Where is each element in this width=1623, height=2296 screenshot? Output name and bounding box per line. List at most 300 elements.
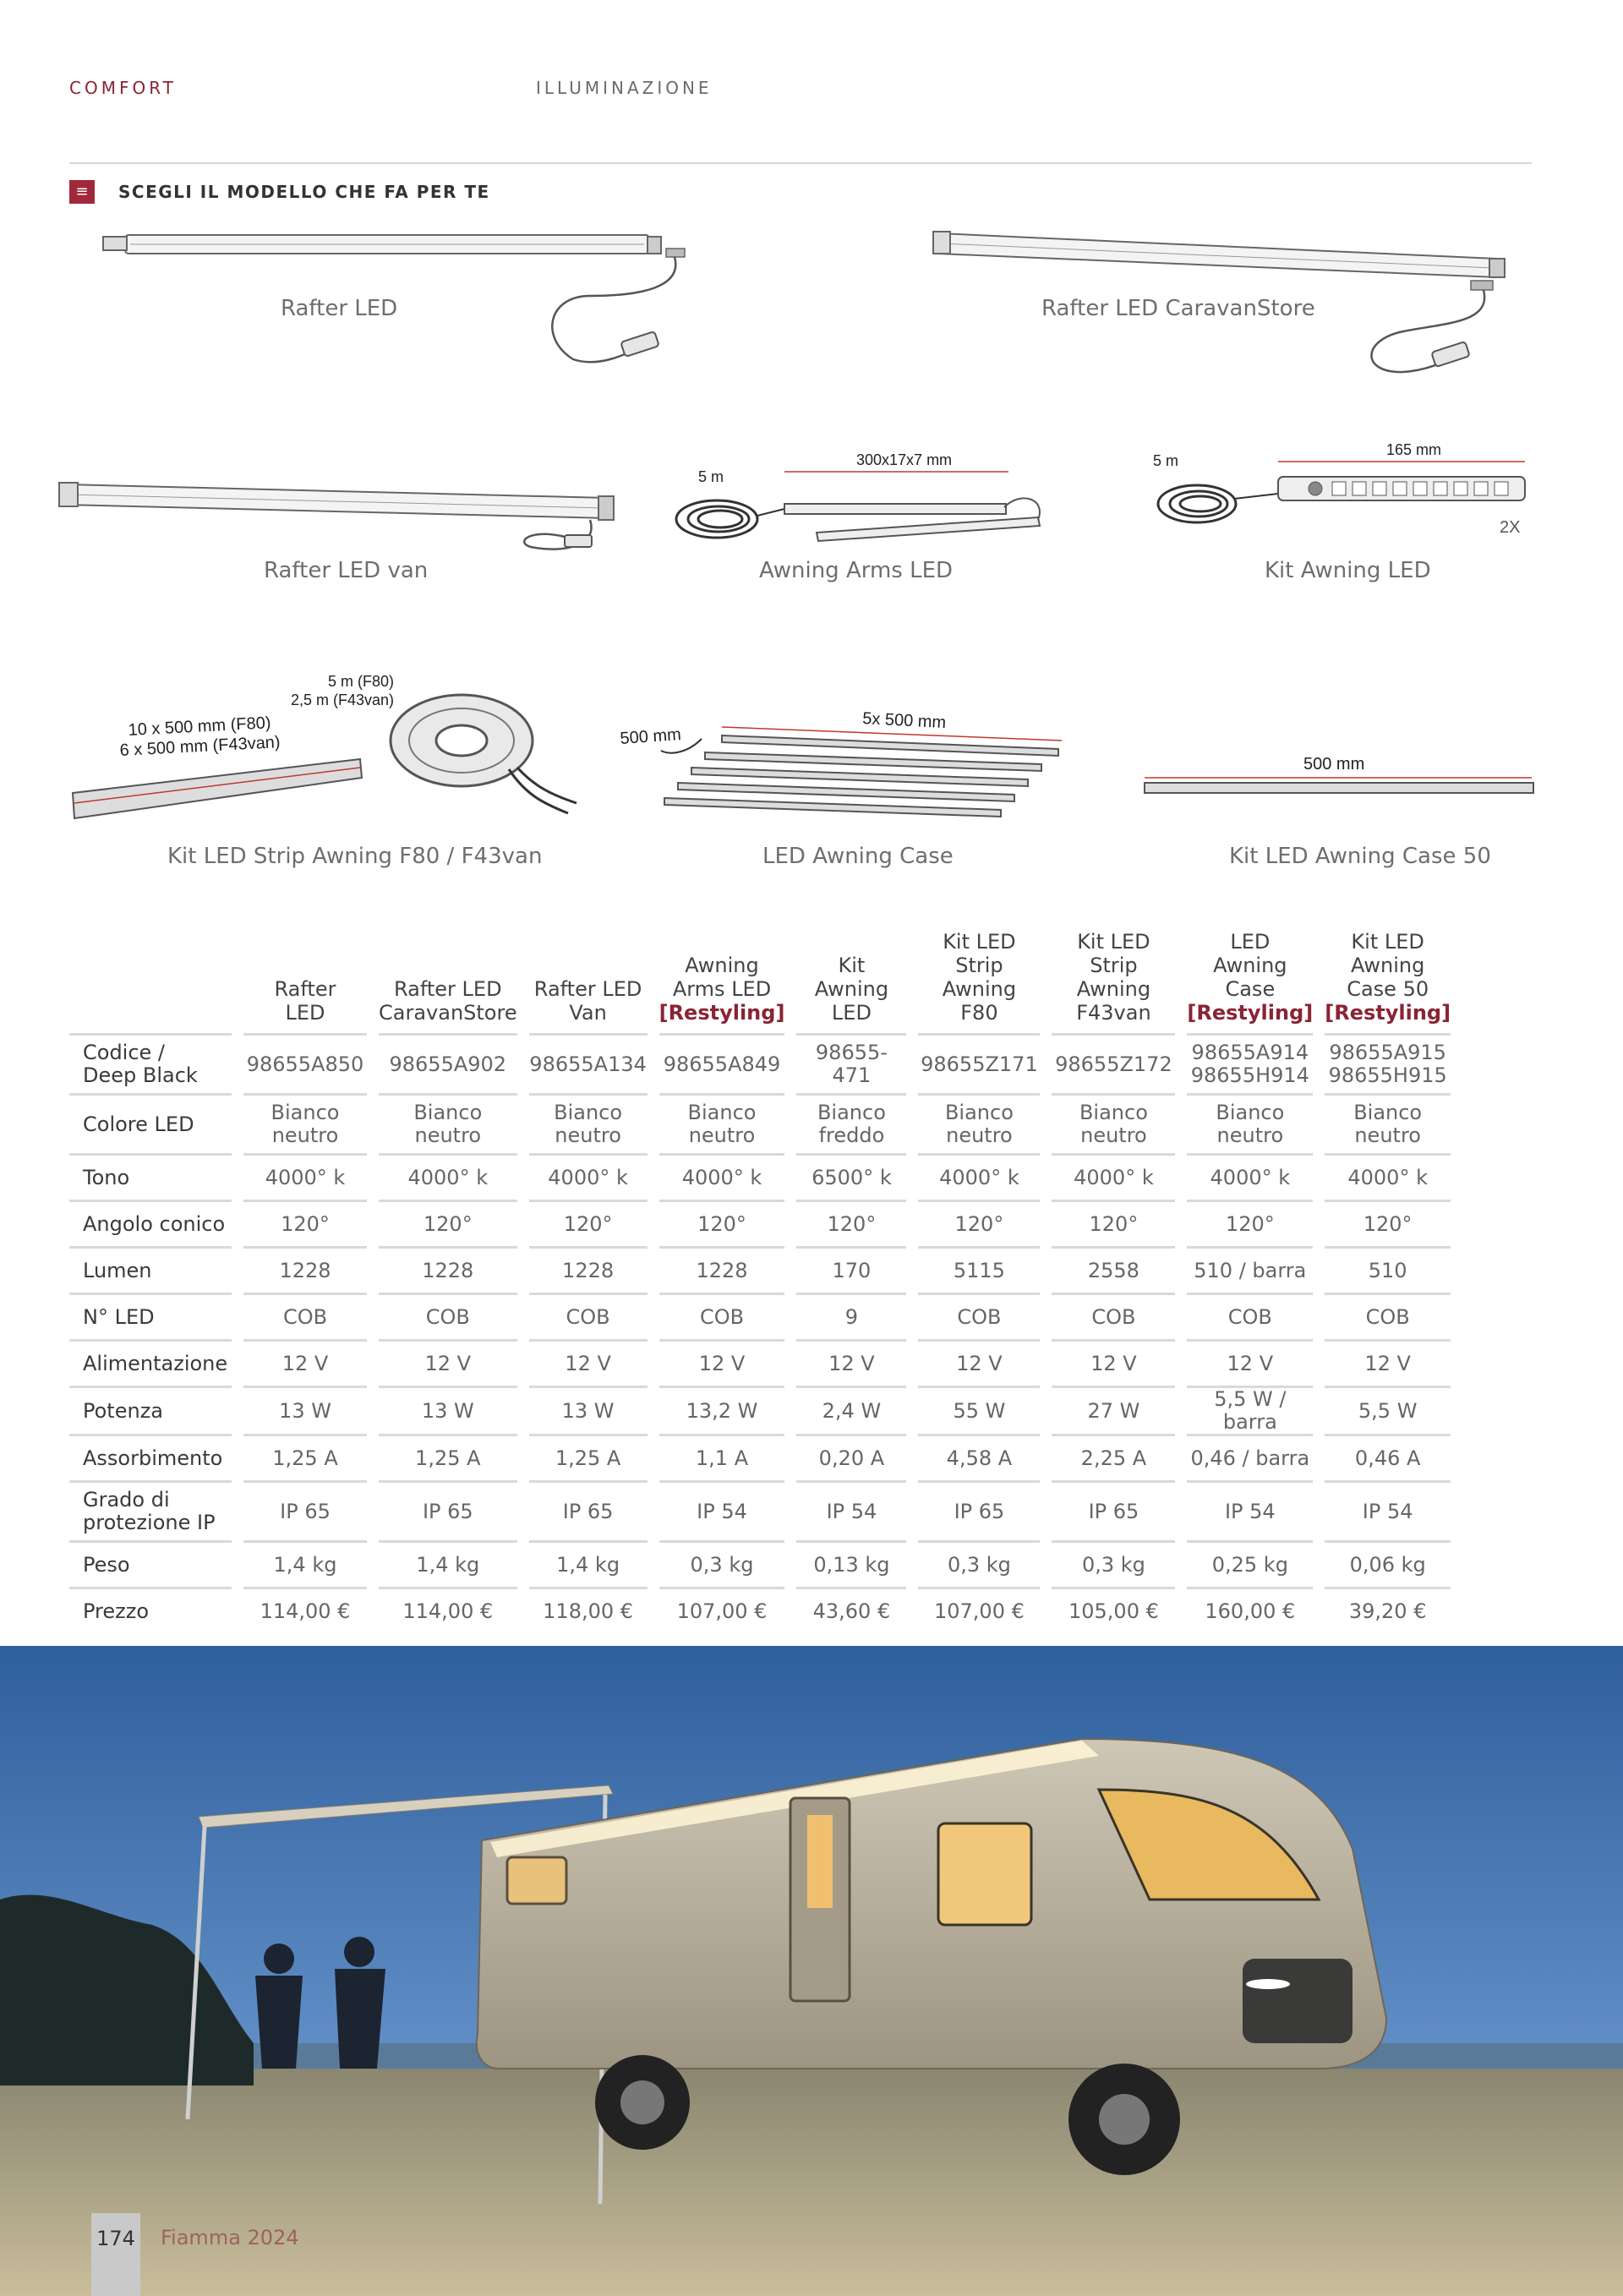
table-cell-line: IP 65 (562, 1499, 614, 1523)
table-cell (659, 1200, 785, 1246)
table-cell (1325, 1200, 1451, 1246)
section-header-illuminazione: ILLUMINAZIONE (536, 78, 713, 98)
table-cell-line: 5,5 W / barra (1214, 1387, 1287, 1434)
table-cell-line: neutro (688, 1123, 756, 1147)
row-label-line: Colore LED (83, 1112, 194, 1136)
table-cell (1052, 1540, 1175, 1587)
table-cell (659, 1480, 785, 1540)
table-cell (529, 1246, 648, 1293)
table-cell (1325, 1153, 1451, 1200)
table-cell-line: 6500° k (812, 1165, 892, 1189)
table-cell (918, 1033, 1040, 1093)
table-cell-line: neutro (1216, 1123, 1284, 1147)
table-header-line: Awning (1213, 954, 1287, 977)
table-cell (796, 1540, 906, 1587)
table-cell (243, 1480, 367, 1540)
table-cell-line: 107,00 € (933, 1599, 1025, 1623)
table-cell (1187, 1093, 1313, 1153)
table-cell-line: 120° (1089, 1211, 1139, 1236)
table-cell-line: neutro (271, 1123, 339, 1147)
table-cell-line: 4000° k (1347, 1165, 1428, 1189)
kit-strip-dim2-label: 6 x 500 mm (F43van) (119, 733, 281, 760)
table-cell (243, 1293, 367, 1339)
table-header-line: Rafter LED (394, 977, 502, 1001)
table-cell-line: 5,5 W (1358, 1398, 1418, 1423)
table-cell-line: 13 W (421, 1398, 474, 1423)
table-cell (243, 1246, 367, 1293)
table-cell (243, 1093, 367, 1153)
table-cell (918, 1587, 1040, 1633)
table-cell-line: 1,25 A (272, 1446, 338, 1470)
footer-brand: Fiamma 2024 (161, 2226, 299, 2250)
table-cell-line: 510 / barra (1194, 1258, 1307, 1282)
table-cell (918, 1246, 1040, 1293)
row-label (69, 1200, 232, 1246)
page-number: 174 (91, 2213, 140, 2296)
table-cell (379, 1093, 517, 1153)
led-awning-case-illustration (620, 702, 1068, 828)
table-cell-line: 1,4 kg (273, 1552, 337, 1577)
row-label-line: Lumen (83, 1258, 152, 1282)
product-kit-led-awning-case-50 (1141, 751, 1538, 810)
row-label-line: Angolo conico (83, 1211, 226, 1236)
table-cell (379, 1540, 517, 1587)
caption-kit-led-awning-case-50: Kit LED Awning Case 50 (1229, 844, 1491, 869)
table-header-cell (379, 925, 517, 1033)
row-label (69, 1386, 232, 1434)
table-cell-line: 4000° k (939, 1165, 1019, 1189)
table-cell (659, 1093, 785, 1153)
table-cell (659, 1293, 785, 1339)
kit-awning-qty-label: 2X (1500, 518, 1521, 537)
table-cell-line: IP 65 (422, 1499, 473, 1523)
row-label-line: Potenza (83, 1398, 163, 1423)
kit-led-strip-illustration (69, 668, 593, 828)
table-cell (918, 1386, 1040, 1434)
table-row (69, 1587, 1451, 1633)
table-cell (1187, 1339, 1313, 1386)
row-label-line: N° LED (83, 1304, 155, 1329)
table-cell-line: 114,00 € (260, 1599, 351, 1623)
table-cell-line: IP 65 (1088, 1499, 1139, 1523)
table-cell (1187, 1246, 1313, 1293)
table-cell-line: 9 (844, 1304, 859, 1329)
table-cell-line: Bianco (413, 1101, 483, 1124)
table-cell (1052, 1293, 1175, 1339)
table-cell-line: Bianco (944, 1101, 1014, 1124)
table-cell (918, 1200, 1040, 1246)
table-cell-line: 39,20 € (1348, 1599, 1427, 1623)
table-cell-line: COB (566, 1304, 610, 1329)
table-cell-line: 118,00 € (543, 1599, 634, 1623)
table-row (69, 1480, 1451, 1540)
row-label (69, 1153, 232, 1200)
table-cell (659, 1246, 785, 1293)
table-cell (379, 1200, 517, 1246)
table-header-line: Awning (942, 977, 1017, 1001)
table-cell-line: 0,20 A (818, 1446, 885, 1470)
product-rafter-led-van (57, 478, 624, 571)
table-row (69, 1434, 1451, 1480)
table-cell-line: 98655Z172 (1055, 1052, 1172, 1076)
table-cell (918, 1480, 1040, 1540)
table-header-line: Awning (685, 954, 759, 977)
table-cell-line: freddo (818, 1123, 885, 1147)
table-header-cell (659, 925, 785, 1033)
table-cell-line: IP 54 (1224, 1499, 1276, 1523)
table-cell-line: COB (1365, 1304, 1410, 1329)
table-cell-line: 43,60 € (812, 1599, 891, 1623)
awning-arms-led-illustration (666, 448, 1055, 549)
caption-rafter-led-caravanstore: Rafter LED CaravanStore (1041, 296, 1315, 321)
table-cell-line: 55 W (953, 1398, 1006, 1423)
table-cell (796, 1587, 906, 1633)
section-header-comfort: COMFORT (69, 78, 177, 98)
table-cell (243, 1339, 367, 1386)
table-header-line: Van (569, 1001, 607, 1025)
table-cell (659, 1540, 785, 1587)
row-label-line: Assorbimento (83, 1446, 223, 1470)
table-header-line: Rafter (274, 977, 336, 1001)
table-cell (379, 1386, 517, 1434)
table-cell-line: 4,58 A (946, 1446, 1013, 1470)
table-cell (529, 1339, 648, 1386)
table-cell-line: 0,46 A (1354, 1446, 1421, 1470)
table-cell (1052, 1339, 1175, 1386)
table-cell (529, 1434, 648, 1480)
table-cell-line: 120° (697, 1211, 746, 1236)
table-cell-line: 114,00 € (402, 1599, 494, 1623)
table-header-line: LED (1230, 930, 1271, 954)
table-cell (1187, 1540, 1313, 1587)
table-cell (243, 1033, 367, 1093)
table-cell-line: 120° (1225, 1211, 1275, 1236)
table-cell (1325, 1033, 1451, 1093)
table-cell-line: 98655-471 (815, 1041, 888, 1087)
table-cell-line: 4000° k (548, 1165, 628, 1189)
rafter-led-van-illustration (57, 478, 624, 571)
table-cell-line: COB (282, 1304, 328, 1329)
table-header-line: F43van (1076, 1001, 1151, 1025)
row-label (69, 1033, 232, 1093)
row-label (69, 1246, 232, 1293)
table-cell-line: neutro (1354, 1123, 1421, 1147)
table-header-line: Rafter LED (533, 977, 642, 1001)
table-cell-line: 13,2 W (686, 1398, 758, 1423)
table-header-line: CaravanStore (379, 1001, 517, 1025)
table-cell-line: 12 V (1090, 1351, 1137, 1375)
table-cell-line: COB (699, 1304, 745, 1329)
table-header-line: LED (831, 1001, 872, 1025)
table-cell (243, 1587, 367, 1633)
table-cell-line: 98655H914 (1190, 1063, 1309, 1087)
caption-led-awning-case: LED Awning Case (762, 844, 954, 869)
table-cell (379, 1434, 517, 1480)
table-cell (918, 1540, 1040, 1587)
restyling-badge: [Restyling] (1187, 1001, 1314, 1025)
table-header-line: Strip (1090, 954, 1138, 977)
table-cell-line: Bianco (817, 1101, 886, 1124)
table-cell (379, 1587, 517, 1633)
table-header-cell (243, 925, 367, 1033)
spec-table (57, 925, 1462, 1633)
table-cell-line: 1,4 kg (556, 1552, 620, 1577)
table-cell-line: 2,25 A (1080, 1446, 1147, 1470)
table-cell (1325, 1480, 1451, 1540)
case-dim-label: 5x 500 mm (861, 709, 947, 733)
row-label-line: Peso (83, 1552, 130, 1577)
kit-led-awning-case-50-illustration (1141, 751, 1538, 810)
product-kit-awning-led (1146, 436, 1535, 546)
table-cell-line: 12 V (1227, 1351, 1274, 1375)
kit-strip-roll1-label: 5 m (F80) (328, 673, 395, 690)
table-header-cell (1187, 925, 1313, 1033)
table-cell-line: 1,1 A (695, 1446, 749, 1470)
table-cell (659, 1153, 785, 1200)
table-cell-line: COB (957, 1304, 1002, 1329)
table-cell-line: 105,00 € (1068, 1599, 1159, 1623)
table-cell (1052, 1200, 1175, 1246)
table-cell-line: 1228 (279, 1258, 331, 1282)
row-label-line: Codice / (83, 1041, 166, 1064)
table-cell (796, 1200, 906, 1246)
table-cell (796, 1480, 906, 1540)
table-cell-line: 12 V (1364, 1351, 1411, 1375)
table-cell-line: Bianco (1216, 1101, 1285, 1124)
table-cell-line: 1,25 A (415, 1446, 481, 1470)
table-cell-line: Bianco (270, 1101, 340, 1124)
table-cell (1052, 1434, 1175, 1480)
table-cell (243, 1200, 367, 1246)
table-cell (1187, 1480, 1313, 1540)
table-header-line: Arms LED (672, 977, 772, 1001)
header-divider (69, 162, 1532, 164)
case-len-label: 500 mm (619, 725, 682, 748)
table-cell (529, 1093, 648, 1153)
table-cell (529, 1293, 648, 1339)
kit-strip-dim1-label: 10 x 500 mm (F80) (128, 713, 271, 740)
table-row (69, 1246, 1451, 1293)
table-cell-line: 1228 (422, 1258, 474, 1282)
awning-arms-dim-label: 300x17x7 mm (856, 451, 953, 468)
table-cell (796, 1293, 906, 1339)
table-cell (243, 1153, 367, 1200)
table-cell-line: 13 W (561, 1398, 615, 1423)
table-header-cell (796, 925, 906, 1033)
row-label-line: Tono (83, 1165, 130, 1189)
table-row (69, 1153, 1451, 1200)
table-header-line: Kit LED (1077, 930, 1150, 954)
table-cell-line: 0,3 kg (1081, 1552, 1145, 1577)
kit-awning-len-label: 5 m (1153, 452, 1179, 469)
table-header-cell (1325, 925, 1451, 1033)
table-cell-line: 98655Z171 (921, 1052, 1038, 1076)
table-cell (1325, 1093, 1451, 1153)
caption-kit-awning-led: Kit Awning LED (1265, 558, 1431, 583)
table-cell (379, 1153, 517, 1200)
caption-awning-arms-led: Awning Arms LED (759, 558, 954, 583)
restyling-badge: [Restyling] (658, 1001, 785, 1025)
table-cell (918, 1434, 1040, 1480)
table-cell-line: Bianco (554, 1101, 623, 1124)
kit-strip-roll2-label: 2,5 m (F43van) (291, 692, 395, 708)
table-cell (1187, 1386, 1313, 1434)
table-cell-line: 12 V (698, 1351, 746, 1375)
table-cell (1052, 1033, 1175, 1093)
table-header-line: Awning (1350, 954, 1425, 977)
table-cell (243, 1434, 367, 1480)
table-cell (379, 1246, 517, 1293)
table-cell (1187, 1153, 1313, 1200)
table-header-line: Awning (1076, 977, 1151, 1001)
table-cell-line: 1,4 kg (416, 1552, 480, 1577)
table-cell-line: 160,00 € (1205, 1599, 1296, 1623)
table-cell (529, 1386, 648, 1434)
table-cell (918, 1093, 1040, 1153)
table-header-line: Kit (838, 954, 866, 977)
table-cell (379, 1480, 517, 1540)
table-cell (379, 1293, 517, 1339)
table-cell-line: 1228 (696, 1258, 748, 1282)
table-cell-line: 98655A914 (1191, 1041, 1309, 1064)
table-cell-line: 98655A915 (1329, 1041, 1446, 1064)
table-cell (796, 1339, 906, 1386)
table-cell-line: 12 V (828, 1351, 875, 1375)
table-cell-line: COB (1091, 1304, 1136, 1329)
kit-awning-led-illustration (1146, 436, 1535, 546)
table-row (69, 1339, 1451, 1386)
row-label (69, 1434, 232, 1480)
table-cell-line: 12 V (565, 1351, 611, 1375)
table-cell-line: IP 54 (697, 1499, 747, 1523)
table-cell (659, 1587, 785, 1633)
table-cell (529, 1033, 648, 1093)
table-cell-line: 0,25 kg (1211, 1552, 1288, 1577)
caption-rafter-led: Rafter LED (281, 296, 398, 321)
row-label-line: protezione IP (83, 1511, 216, 1534)
table-cell-line: 2,4 W (822, 1398, 882, 1423)
table-cell (529, 1153, 648, 1200)
table-cell (243, 1386, 367, 1434)
table-cell-line: 98655A849 (663, 1052, 781, 1076)
table-cell (918, 1153, 1040, 1200)
row-label-line: Prezzo (83, 1599, 150, 1623)
row-label-line: Grado di (83, 1488, 170, 1512)
table-row (69, 1093, 1451, 1153)
product-led-awning-case (620, 702, 1068, 828)
product-kit-led-strip-awning (69, 668, 593, 828)
table-header-line: F80 (960, 1001, 998, 1025)
table-cell-line: 27 W (1087, 1398, 1140, 1423)
table-cell-line: 120° (1363, 1211, 1413, 1236)
table-cell-line: IP 65 (280, 1499, 331, 1523)
table-cell (659, 1339, 785, 1386)
table-header-cell (1052, 925, 1175, 1033)
table-cell (1052, 1480, 1175, 1540)
table-cell-line: 0,13 kg (813, 1552, 890, 1577)
table-cell (796, 1386, 906, 1434)
table-row (69, 1293, 1451, 1339)
section-title-block (69, 180, 490, 204)
table-header-line: Strip (955, 954, 1003, 977)
table-cell-line: 120° (423, 1211, 473, 1236)
table-header-row (69, 925, 1451, 1033)
row-label (69, 1480, 232, 1540)
table-cell (796, 1033, 906, 1093)
table-cell-line: 120° (281, 1211, 330, 1236)
table-cell-line: 12 V (281, 1351, 329, 1375)
table-cell (796, 1093, 906, 1153)
table-cell (659, 1033, 785, 1093)
table-header-cell (918, 925, 1040, 1033)
table-cell-line: IP 65 (954, 1499, 1005, 1523)
motorhome-scene-illustration (0, 1646, 1623, 2296)
table-cell-line: 12 V (424, 1351, 472, 1375)
table-cell-line: Bianco (1079, 1101, 1148, 1124)
table-cell (796, 1246, 906, 1293)
table-cell (1325, 1434, 1451, 1480)
table-cell-line: 120° (827, 1211, 877, 1236)
table-cell-line: 4000° k (407, 1165, 489, 1189)
row-label (69, 1540, 232, 1587)
table-cell-line: 107,00 € (676, 1599, 768, 1623)
caption-kit-led-strip-awning: Kit LED Strip Awning F80 / F43van (167, 844, 543, 869)
table-cell-line: 0,06 kg (1349, 1552, 1426, 1577)
table-cell (1325, 1339, 1451, 1386)
case50-dim-label: 500 mm (1303, 755, 1365, 774)
table-header-line: LED (285, 1001, 325, 1025)
table-header-line: Kit LED (1351, 930, 1424, 954)
table-cell-line: 98655A850 (246, 1052, 364, 1076)
table-cell-line: neutro (555, 1123, 621, 1147)
table-cell (529, 1587, 648, 1633)
table-cell (1187, 1587, 1313, 1633)
table-cell (1187, 1434, 1313, 1480)
table-cell (529, 1200, 648, 1246)
row-label (69, 1093, 232, 1153)
table-cell-line: 5115 (953, 1258, 1005, 1282)
table-cell (1052, 1093, 1175, 1153)
table-header-line: Case (1225, 977, 1276, 1001)
table-cell-line: IP 54 (1362, 1499, 1413, 1523)
table-cell (243, 1540, 367, 1587)
table-cell-line: 170 (832, 1258, 872, 1282)
table-cell (796, 1153, 906, 1200)
table-cell-line: neutro (946, 1123, 1013, 1147)
table-cell-line: 1,25 A (555, 1446, 621, 1470)
table-cell-line: Bianco (687, 1101, 757, 1124)
table-cell (918, 1293, 1040, 1339)
table-row (69, 1540, 1451, 1587)
table-cell (1187, 1293, 1313, 1339)
table-cell-line: 98655A134 (529, 1052, 647, 1076)
table-cell (529, 1480, 648, 1540)
table-cell (918, 1339, 1040, 1386)
table-cell (379, 1033, 517, 1093)
table-header-line: Awning (814, 977, 889, 1001)
table-cell-line: COB (425, 1304, 470, 1329)
table-header-line: Kit LED (943, 930, 1016, 954)
product-awning-arms-led (666, 448, 1055, 549)
table-cell-line: 1228 (562, 1258, 615, 1282)
table-cell-line: neutro (1080, 1123, 1147, 1147)
table-cell (1325, 1386, 1451, 1434)
table-cell (1325, 1540, 1451, 1587)
list-icon: ≡ (69, 180, 95, 204)
kit-awning-dim-label: 165 mm (1386, 441, 1442, 458)
table-cell (1052, 1153, 1175, 1200)
table-cell-line: 4000° k (1210, 1165, 1291, 1189)
